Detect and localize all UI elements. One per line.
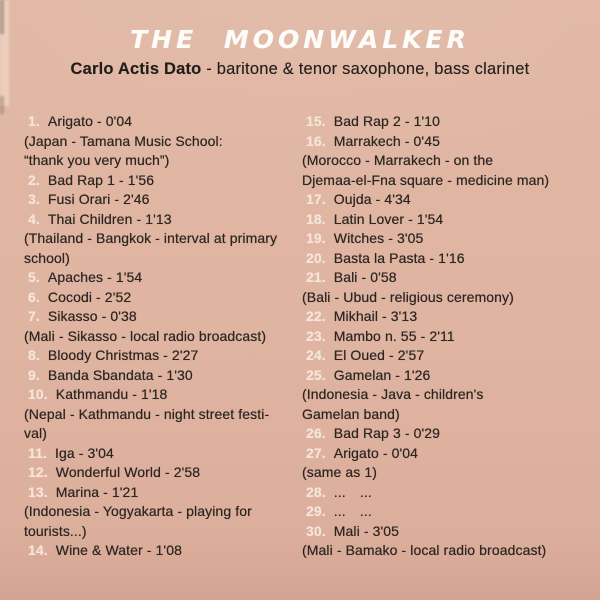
track-number: 10. (28, 386, 48, 402)
track-title-and-duration: ... ... (333, 503, 372, 519)
annotation-text: (Bali - Ubud - religious ceremony) (302, 288, 514, 305)
track-line (24, 463, 300, 483)
track-title-and-duration: Wine & Water - 1'08 (55, 542, 182, 558)
track-number: 22. (306, 308, 326, 324)
annotation-line (24, 249, 300, 269)
track-number: 11. (28, 444, 47, 461)
track-title-and-duration: ... ... (333, 483, 372, 500)
track-line (24, 444, 300, 464)
credit-line (0, 60, 600, 78)
track-line (24, 171, 300, 191)
track-title-and-duration: Mambo n. 55 - 2'11 (333, 327, 455, 344)
track-number: 3. (28, 191, 40, 207)
album-title: THE MOONWALKER (130, 25, 470, 54)
track-title-and-duration: Mali - 3'05 (333, 522, 400, 539)
track-line (24, 288, 300, 308)
track-line (302, 307, 578, 327)
track-title-and-duration: Bad Rap 3 - 0'29 (333, 425, 440, 441)
track-title-and-duration: Bad Rap 2 - 1'10 (333, 113, 440, 129)
scan-speck-mid-icon (0, 96, 4, 114)
track-number: 16. (306, 132, 326, 149)
track-title-and-duration: El Oued - 2'57 (333, 347, 425, 363)
annotation-line (24, 132, 300, 152)
track-line (302, 210, 578, 230)
track-line (302, 444, 578, 464)
track-line (24, 385, 300, 405)
annotation-line (302, 171, 578, 191)
track-line (302, 502, 578, 522)
annotation-line (24, 405, 300, 425)
annotation-text: “thank you very much”) (24, 152, 170, 168)
track-number: 1. (28, 113, 40, 129)
track-line (24, 366, 300, 386)
track-number: 14. (28, 542, 48, 558)
track-title-and-duration: Oujda - 4'34 (333, 191, 411, 207)
track-number: 13. (28, 483, 48, 500)
track-number: 25. (306, 366, 326, 383)
track-line (302, 249, 578, 269)
track-number: 26. (306, 425, 326, 441)
track-title-and-duration: Arigato - 0'04 (47, 113, 133, 129)
annotation-line (302, 463, 578, 483)
track-number: 2. (28, 171, 40, 188)
track-number: 9. (28, 366, 40, 383)
track-line (24, 483, 300, 503)
track-title-and-duration: Basta la Pasta - 1'16 (333, 249, 465, 266)
annotation-line (24, 229, 300, 249)
annotation-line (24, 502, 300, 522)
track-title-and-duration: Marina - 1'21 (55, 483, 139, 500)
tracklist-right-column (302, 112, 578, 561)
track-title-and-duration: Bad Rap 1 - 1'56 (47, 171, 155, 188)
track-number: 4. (28, 210, 40, 227)
track-number: 7. (28, 308, 40, 324)
annotation-text: (Morocco - Marrakech - on the (302, 152, 494, 168)
track-number: 28. (306, 483, 326, 500)
track-line (24, 541, 300, 561)
track-line (302, 190, 578, 210)
track-number: 12. (28, 464, 48, 480)
annotation-text: (Indonesia - Java - children's (302, 386, 484, 402)
annotation-line (24, 151, 300, 171)
annotation-text: val) (24, 425, 47, 441)
track-title-and-duration: Bali - 0'58 (333, 269, 397, 285)
track-title-and-duration: Banda Sbandata - 1'30 (47, 366, 193, 383)
track-number: 29. (306, 503, 326, 519)
annotation-text: school) (24, 249, 70, 266)
track-number: 5. (28, 269, 40, 285)
track-number: 20. (306, 249, 326, 266)
track-line (302, 132, 578, 152)
track-number: 6. (28, 288, 40, 305)
track-line (24, 112, 300, 132)
track-line (24, 190, 300, 210)
annotation-line (302, 385, 578, 405)
track-title-and-duration: Gamelan - 1'26 (333, 366, 431, 383)
track-line (302, 229, 578, 249)
artist-name: Carlo Actis Dato (70, 60, 202, 78)
track-line (302, 346, 578, 366)
track-title-and-duration: Wonderful World - 2'58 (55, 464, 201, 480)
artist-instruments: - baritone & tenor saxophone, bass clarinet (201, 60, 530, 78)
track-line (302, 483, 578, 503)
annotation-line (302, 151, 578, 171)
track-number: 17. (306, 191, 326, 207)
tracklist-left-column (24, 112, 300, 561)
track-title-and-duration: Kathmandu - 1'18 (55, 386, 168, 402)
track-title-and-duration: Marrakech - 0'45 (333, 132, 440, 149)
track-title-and-duration: Cocodi - 2'52 (47, 288, 132, 305)
annotation-text: Gamelan band) (302, 405, 400, 422)
track-number: 18. (306, 210, 326, 227)
track-number: 19. (306, 230, 326, 246)
track-line (302, 327, 578, 347)
track-number: 27. (306, 444, 326, 461)
annotation-text: (same as 1) (302, 464, 378, 480)
track-title-and-duration: Iga - 3'04 (55, 444, 114, 461)
track-line (302, 522, 578, 542)
track-title-and-duration: Arigato - 0'04 (333, 444, 418, 461)
annotation-text: (Thailand - Bangkok - interval at primary (24, 230, 278, 246)
track-line (24, 210, 300, 230)
track-line (302, 366, 578, 386)
track-line (24, 268, 300, 288)
track-line (302, 424, 578, 444)
track-title-and-duration: Thai Children - 1'13 (47, 210, 172, 227)
track-line (24, 346, 300, 366)
track-title-and-duration: Latin Lover - 1'54 (333, 210, 444, 227)
annotation-line (24, 327, 300, 347)
annotation-text: (Nepal - Kathmandu - night street festi- (24, 405, 270, 422)
annotation-line (302, 541, 578, 561)
annotation-text: (Indonesia - Yogyakarta - playing for (24, 503, 252, 519)
track-title-and-duration: Sikasso - 0'38 (47, 308, 137, 324)
track-number: 30. (306, 522, 326, 539)
track-title-and-duration: Mikhail - 3'13 (333, 308, 418, 324)
track-number: 23. (306, 327, 326, 344)
track-line (24, 307, 300, 327)
track-title-and-duration: Bloody Christmas - 2'27 (47, 347, 199, 363)
track-line (302, 112, 578, 132)
annotation-text: (Japan - Tamana Music School: (24, 132, 223, 149)
annotation-line (302, 405, 578, 425)
track-title-and-duration: Apaches - 1'54 (47, 269, 143, 285)
track-number: 24. (306, 347, 326, 363)
annotation-text: tourists...) (24, 522, 87, 539)
annotation-text: (Mali - Bamako - local radio broadcast) (302, 542, 547, 558)
track-number: 21. (306, 269, 326, 285)
annotation-text: (Mali - Sikasso - local radio broadcast) (24, 327, 267, 344)
annotation-line (24, 424, 300, 444)
track-title-and-duration: Witches - 3'05 (333, 230, 424, 246)
annotation-text: Djemaa-el-Fna square - medicine man) (302, 171, 550, 188)
track-number: 8. (28, 347, 40, 363)
track-number: 15. (306, 113, 326, 129)
annotation-line (24, 522, 300, 542)
annotation-line (302, 288, 578, 308)
track-title-and-duration: Fusi Orari - 2'46 (47, 191, 150, 207)
track-line (302, 268, 578, 288)
